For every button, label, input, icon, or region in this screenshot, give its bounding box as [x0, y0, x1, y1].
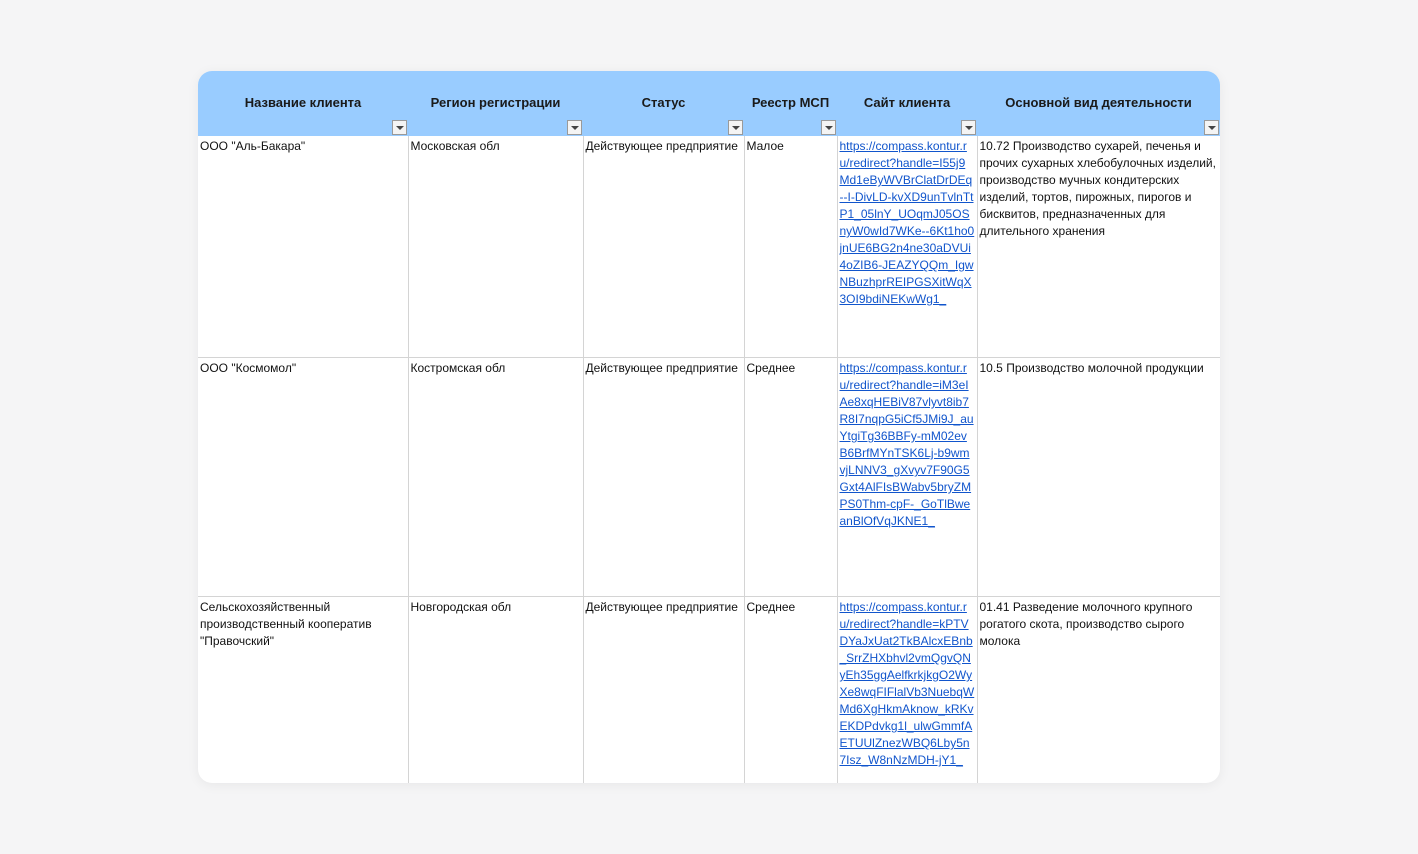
chevron-down-icon	[825, 126, 833, 130]
header-label: Сайт клиента	[863, 95, 951, 110]
cell-region[interactable]: Новгородская обл	[408, 597, 583, 784]
site-link[interactable]: https://compass.kontur.ru/redirect?handle=kPTVDYaJxUat2TkBAlcxEBnb_SrrZHXbhvl2vmQgvQNyEh35ggAelfkrkjkgO2WyXe8wqFIFlalVb3NuebqWMd6XgHkmAknow_kRKvEKDPdvkg1l_ulwGmmfAETUUlZnezWBQ6Lby5n7Isz_W8nNzMDH-jY1_	[839, 600, 975, 767]
table-row	[198, 136, 1220, 358]
cell-activity[interactable]: 10.72 Производство сухарей, печенья и прочих сухарных хлебобулочных изделий, производство мучных кондитерских изделий, тортов, пирожных, пирогов и бисквитов, предназначенных для длительного хранения	[977, 136, 1220, 358]
spreadsheet-card	[198, 71, 1220, 783]
cell-activity[interactable]: 01.41 Разведение молочного крупного рогатого скота, производство сырого молока	[977, 597, 1220, 784]
filter-dropdown-button[interactable]	[728, 120, 743, 135]
site-link[interactable]: https://compass.kontur.ru/redirect?handle=I55j9Md1eByWVBrClatDrDEq--I-DivLD-kvXD9unTvlnTtP1_05lnY_UOqmJ05OSnyW0wId7WKe--6Kt1ho0jnUE6BG2n4ne30aDVUi4oZIB6-JEAZYQQm_IgwNBuzhprREIPGSXitWqX3OI9bdiNEKwWg1_	[839, 139, 975, 306]
filter-dropdown-button[interactable]	[392, 120, 407, 135]
chevron-down-icon	[1208, 126, 1216, 130]
table-row	[198, 597, 1220, 784]
header-label: Основной вид деятельности	[1005, 95, 1192, 110]
filter-dropdown-button[interactable]	[961, 120, 976, 135]
cell-msp[interactable]: Среднее	[744, 358, 837, 597]
header-label: Реестр МСП	[751, 95, 830, 110]
cell-client-name[interactable]: Сельскохозяйственный производственный кооператив "Правочский"	[198, 597, 408, 784]
cell-site	[837, 358, 977, 597]
header-label: Название клиента	[244, 95, 362, 110]
chevron-down-icon	[396, 126, 404, 130]
filter-dropdown-button[interactable]	[1204, 120, 1219, 135]
cell-site	[837, 136, 977, 358]
cell-status[interactable]: Действующее предприятие	[583, 597, 744, 784]
cell-status[interactable]: Действующее предприятие	[583, 136, 744, 358]
chevron-down-icon	[965, 126, 973, 130]
site-link[interactable]: https://compass.kontur.ru/redirect?handle=iM3eIAe8xqHEBiV87vlyvt8ib7R8I7nqpG5iCf5JMi9J_auYtgiTg36BBFy-mM02evB6BrfMYnTSK6Lj-b9wmvjLNNV3_gXvyv7F90G5Gxt4AlFIsBWabv5bryZMPS0Thm-cpF-_GoTlBweanBlOfVqJKNE1_	[839, 361, 974, 528]
header-main-activity	[977, 71, 1220, 136]
clients-table	[198, 71, 1220, 783]
chevron-down-icon	[732, 126, 740, 130]
cell-client-name[interactable]: ООО "Аль-Бакара"	[198, 136, 408, 358]
cell-msp[interactable]: Малое	[744, 136, 837, 358]
header-status	[583, 71, 744, 136]
table-row	[198, 358, 1220, 597]
header-msp-registry	[744, 71, 837, 136]
header-row	[198, 71, 1220, 136]
cell-region[interactable]: Московская обл	[408, 136, 583, 358]
cell-status[interactable]: Действующее предприятие	[583, 358, 744, 597]
cell-activity[interactable]: 10.5 Производство молочной продукции	[977, 358, 1220, 597]
header-label: Статус	[641, 95, 686, 110]
filter-dropdown-button[interactable]	[821, 120, 836, 135]
cell-region[interactable]: Костромская обл	[408, 358, 583, 597]
cell-site	[837, 597, 977, 784]
cell-client-name[interactable]: ООО "Космомол"	[198, 358, 408, 597]
header-client-site	[837, 71, 977, 136]
header-client-name	[198, 71, 408, 136]
filter-dropdown-button[interactable]	[567, 120, 582, 135]
header-label: Регион регистрации	[430, 95, 561, 110]
cell-msp[interactable]: Среднее	[744, 597, 837, 784]
header-region	[408, 71, 583, 136]
chevron-down-icon	[571, 126, 579, 130]
